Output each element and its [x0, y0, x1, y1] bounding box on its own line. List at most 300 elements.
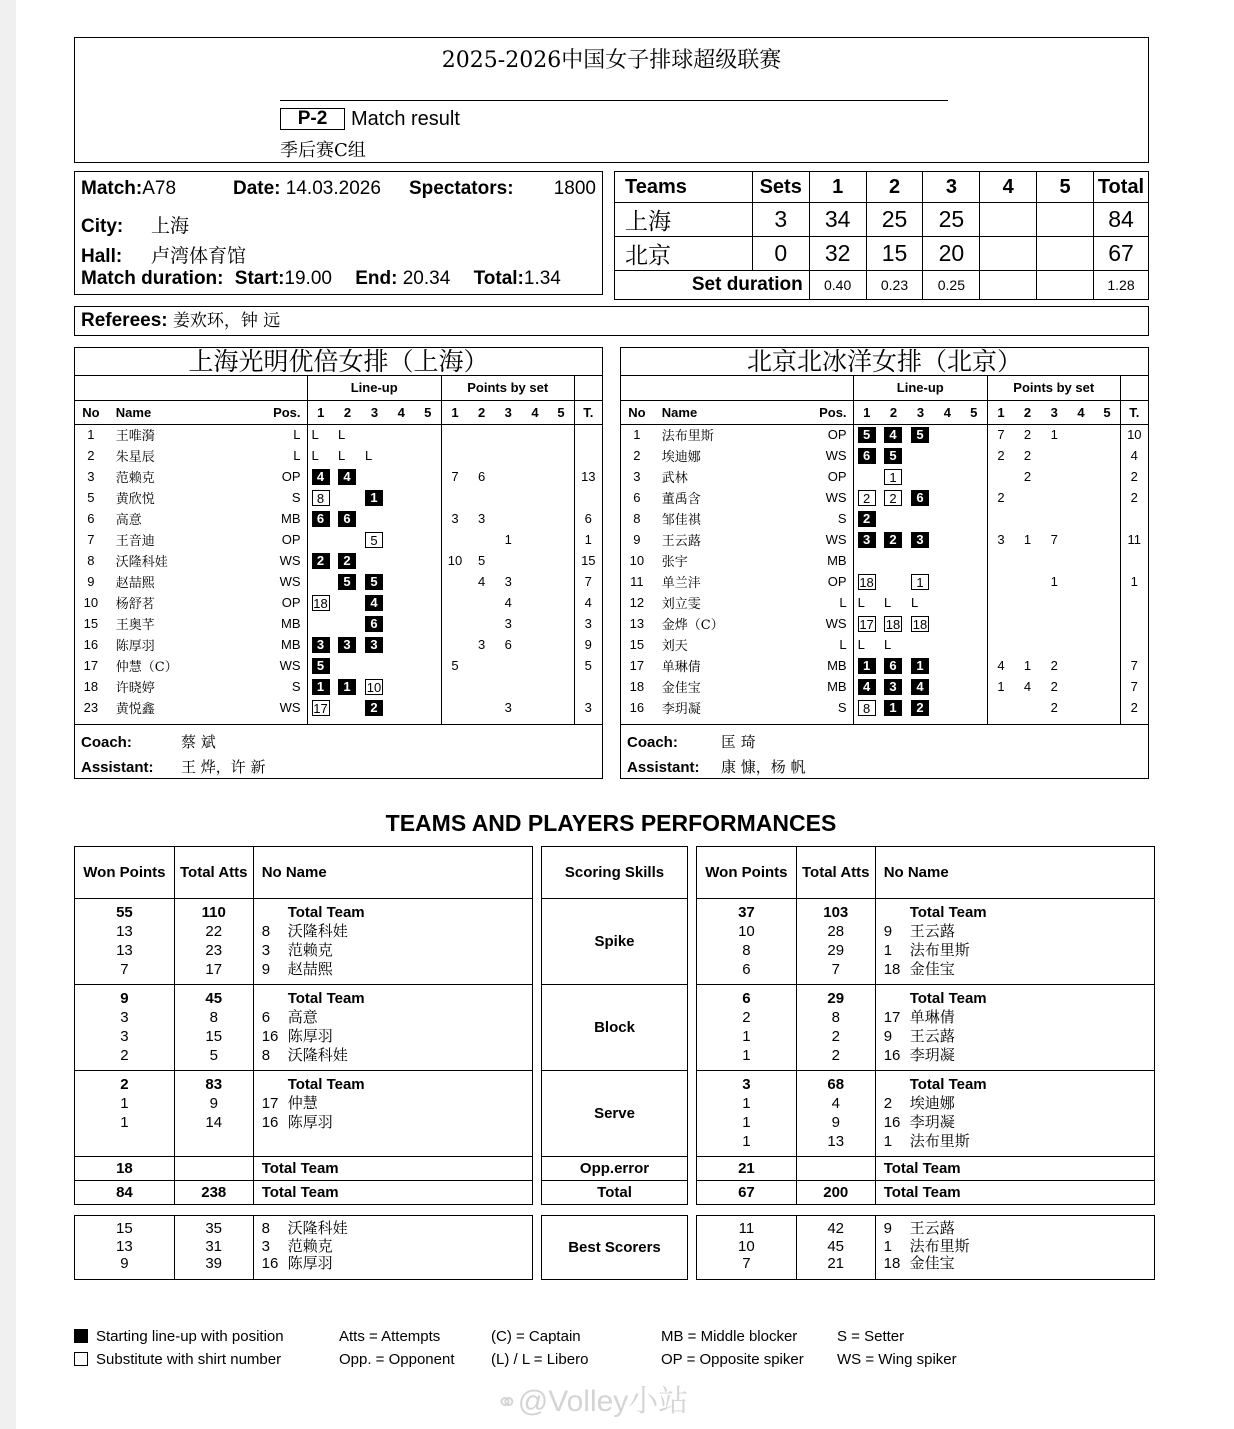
- team-b-roster: [620, 347, 1149, 779]
- lineup-cell: [388, 445, 415, 466]
- substitute-number: 18: [313, 595, 328, 611]
- total-header: T.: [1120, 400, 1148, 424]
- player-position: WS: [279, 574, 301, 589]
- total-atts-line: 17: [205, 961, 223, 978]
- match-info-box: [74, 171, 603, 295]
- player-position: OP: [827, 469, 847, 484]
- set-points: [548, 697, 574, 718]
- player-total: 11: [1120, 529, 1148, 550]
- set-points: [1014, 508, 1041, 529]
- set-points: [441, 613, 468, 634]
- hall-value: 卢湾体育馆: [151, 245, 247, 267]
- set-points: [441, 487, 468, 508]
- player-row: [75, 613, 602, 634]
- player-name-line: [262, 941, 524, 960]
- player-total: [1120, 634, 1148, 655]
- perf-player-name: Total Team: [909, 1076, 987, 1093]
- lineup-cell: [961, 571, 988, 592]
- perf-player-name: 王云蕗: [909, 922, 955, 940]
- best-scorers-row: [75, 1216, 533, 1280]
- lineup-cell: [853, 571, 880, 592]
- total-atts: [796, 899, 875, 985]
- player-name: 刘立雯: [661, 597, 701, 612]
- player-name-line: [884, 1027, 1146, 1046]
- lineup-cell: [388, 634, 415, 655]
- set-points: [441, 424, 468, 445]
- player-name-line: [262, 1075, 524, 1094]
- set-points: [468, 697, 495, 718]
- won-points-line: 3: [742, 1076, 751, 1093]
- lineup-cell: [961, 445, 988, 466]
- lineup-cell: [934, 571, 961, 592]
- lineup-cell: [934, 487, 961, 508]
- team-b-title: 北京北冰洋女排（北京）: [621, 348, 1148, 376]
- lineup-cell: [415, 676, 442, 697]
- lineup-cell: [334, 487, 361, 508]
- hall-line: [81, 241, 246, 268]
- set-points: [441, 592, 468, 613]
- score-header-set1: 1: [809, 172, 866, 203]
- lineup-cell: [307, 676, 334, 697]
- set-points: [548, 424, 574, 445]
- set-points: [1041, 613, 1068, 634]
- player-position: OP: [827, 574, 847, 589]
- set-points: [1094, 529, 1120, 550]
- set-duration-label: Set duration: [615, 271, 810, 300]
- set-points: 5: [441, 655, 468, 676]
- player-name: 刘天: [661, 639, 688, 654]
- date-line: [233, 178, 381, 200]
- player-total: [574, 424, 602, 445]
- player-number: 15: [83, 616, 99, 631]
- player-names: [875, 985, 1154, 1071]
- lineup-cell: [961, 466, 988, 487]
- total-atts-line: 29: [827, 990, 845, 1007]
- set-duration-cell: 0.25: [923, 271, 980, 300]
- best-atts-line: 21: [827, 1255, 845, 1272]
- player-number: 3: [87, 469, 95, 484]
- libero-mark: L: [338, 448, 346, 463]
- starting-position: 4: [338, 469, 356, 485]
- perf-player-name: 金佳宝: [909, 1254, 955, 1272]
- skill-name: Serve: [542, 1071, 688, 1157]
- player-name-line: [262, 1220, 524, 1238]
- player-row: [621, 508, 1148, 529]
- set-points: [1094, 550, 1120, 571]
- player-total: [574, 676, 602, 697]
- set-points: [1094, 613, 1120, 634]
- won-points-line: 13: [116, 923, 133, 940]
- starting-position: 3: [338, 637, 356, 653]
- substitute-number: 2: [858, 490, 876, 506]
- set-points: [548, 445, 574, 466]
- lineup-cell: [415, 634, 442, 655]
- set-points: 4: [987, 655, 1014, 676]
- player-name-line: [884, 922, 1146, 941]
- player-row: [621, 592, 1148, 613]
- best-atts-line: 39: [205, 1255, 223, 1272]
- lineup-cell: [907, 634, 934, 655]
- player-position: S: [837, 700, 847, 715]
- watermark: [496, 1376, 688, 1420]
- team-b-header-top: [621, 376, 1148, 400]
- set-points: 2: [1050, 700, 1058, 715]
- player-name-line: [884, 1113, 1146, 1132]
- player-position: MB: [827, 553, 847, 568]
- score-team-name: 上海: [615, 203, 753, 237]
- starting-position: 1: [858, 658, 876, 674]
- best-won-line: 11: [738, 1220, 755, 1237]
- player-position: MB: [827, 658, 847, 673]
- lineup-cell: [334, 445, 361, 466]
- player-number: 15: [629, 637, 645, 652]
- player-total: [574, 487, 602, 508]
- player-name: 王唯漪: [115, 429, 155, 445]
- won-points: [697, 985, 797, 1071]
- opp-won: 18: [75, 1157, 175, 1181]
- starting-position: 6: [338, 511, 356, 527]
- set-duration-cell: 0.40: [809, 271, 866, 300]
- lineup-cell: [307, 571, 334, 592]
- player-name-line: [262, 1255, 524, 1273]
- set-duration-cell: 1.28: [1093, 271, 1148, 300]
- score-header-teams: Teams: [615, 172, 753, 203]
- perf-player-name: Total Team: [287, 1076, 365, 1093]
- score-row-away: [615, 237, 1149, 271]
- set-points: [548, 592, 574, 613]
- won-points-line: 37: [738, 904, 755, 921]
- team-a-player-rows: [75, 424, 602, 724]
- substitute-number: 1: [911, 574, 929, 590]
- starting-position: 6: [911, 490, 929, 506]
- set-points: [522, 508, 549, 529]
- player-number: 17: [83, 658, 99, 673]
- set-points: [987, 592, 1014, 613]
- score-cell: 25: [923, 203, 980, 237]
- lineup-cell: [415, 592, 442, 613]
- team-a-table: [75, 376, 602, 724]
- player-total: 2: [1120, 466, 1148, 487]
- perf-player-name: 范赖克: [287, 941, 333, 959]
- doc-title: Match result: [351, 108, 460, 130]
- total-atts-line: 29: [827, 942, 845, 959]
- set-points: [1068, 508, 1095, 529]
- total-label: Total Team: [875, 1181, 1154, 1205]
- player-total: 7: [574, 571, 602, 592]
- team-b-best-scorers: [696, 1215, 1155, 1280]
- player-number: 23: [83, 700, 99, 715]
- lineup-cell: [907, 445, 934, 466]
- substitute-number: 2: [884, 490, 902, 506]
- score-cell: 34: [809, 203, 866, 237]
- set-points: [1041, 466, 1068, 487]
- player-number: 17: [629, 658, 645, 673]
- no-header: No: [621, 400, 653, 424]
- perf-player-number: 16: [883, 1114, 901, 1131]
- empty-square-icon: [74, 1352, 88, 1366]
- perf-player-name: 单琳倩: [909, 1008, 955, 1026]
- skill-label-row: [542, 1071, 688, 1157]
- lineup-cell: [307, 592, 334, 613]
- opp-atts: [796, 1157, 875, 1181]
- lineup-cell: [907, 529, 934, 550]
- player-row: [75, 550, 602, 571]
- lineup-cell: [361, 550, 388, 571]
- legend-substitute: [74, 1348, 284, 1371]
- starting-position: 4: [884, 427, 902, 443]
- lineup-cell: [934, 634, 961, 655]
- lineup-cell: [934, 550, 961, 571]
- starting-position: 2: [312, 553, 330, 569]
- set-points: [548, 676, 574, 697]
- lineup-cell: [334, 634, 361, 655]
- perf-header-row: [75, 847, 533, 899]
- skill-label-row: [542, 899, 688, 985]
- won-points-header: Won Points: [697, 847, 797, 899]
- set-points: [1014, 697, 1041, 718]
- page-margin: [0, 0, 16, 1429]
- no-header: No: [75, 400, 107, 424]
- set-header: 1: [441, 400, 468, 424]
- set-points: [548, 634, 574, 655]
- set-points: [1041, 508, 1068, 529]
- player-name: 高意: [115, 513, 142, 528]
- won-points: [75, 985, 175, 1071]
- starting-position: 4: [911, 679, 929, 695]
- player-name-line: [262, 1094, 524, 1113]
- won-points-header: Won Points: [75, 847, 175, 899]
- perf-player-name: 陈厚羽: [287, 1254, 333, 1272]
- set-points: [1094, 445, 1120, 466]
- lineup-cell: [361, 592, 388, 613]
- won-points-line: 2: [120, 1047, 129, 1064]
- player-row: [621, 424, 1148, 445]
- player-name: 法布里斯: [661, 429, 714, 445]
- set-points: [495, 676, 522, 697]
- lineup-cell: [934, 445, 961, 466]
- set-header: 2: [880, 400, 907, 424]
- player-number: 2: [87, 448, 95, 463]
- player-position: WS: [825, 616, 847, 631]
- lineup-cell: [388, 571, 415, 592]
- set-points: [441, 529, 468, 550]
- set-points: [468, 487, 495, 508]
- lineup-cell: [361, 571, 388, 592]
- player-row: [75, 571, 602, 592]
- lineup-cell: [388, 424, 415, 445]
- lineup-cell: [334, 466, 361, 487]
- player-number: 11: [630, 574, 644, 589]
- set-points: [522, 487, 549, 508]
- set-points: [1068, 676, 1095, 697]
- lineup-cell: [907, 487, 934, 508]
- pos-header: Pos.: [801, 400, 853, 424]
- set-points: [987, 634, 1014, 655]
- player-name-line: [262, 1113, 524, 1132]
- perf-player-number: 16: [261, 1114, 279, 1131]
- assistant-value: 王 烨，许 新: [181, 758, 266, 776]
- perf-player-number: 17: [261, 1095, 279, 1112]
- set-points: [1094, 697, 1120, 718]
- lineup-cell: [961, 655, 988, 676]
- match-value: A78: [142, 178, 177, 199]
- set-header: 5: [415, 400, 442, 424]
- libero-mark: L: [911, 595, 919, 610]
- match-line: [81, 178, 176, 200]
- lineup-cell: [853, 550, 880, 571]
- player-total: 10: [1120, 424, 1148, 445]
- player-total: 6: [574, 508, 602, 529]
- lineup-cell: [907, 550, 934, 571]
- lineup-cell: [934, 655, 961, 676]
- starting-position: 2: [858, 511, 876, 527]
- assistant-label: Assistant:: [627, 759, 700, 776]
- perf-player-name: 赵喆熙: [287, 960, 333, 978]
- lineup-cell: [853, 508, 880, 529]
- score-header-row: [615, 172, 1149, 203]
- perf-player-name: 王云蕗: [909, 1219, 955, 1237]
- set-points: 3: [441, 508, 468, 529]
- player-row: [621, 487, 1148, 508]
- set-header: 1: [307, 400, 334, 424]
- player-total: [574, 445, 602, 466]
- total-atts-line: 45: [205, 990, 223, 1007]
- set-points: [522, 634, 549, 655]
- lineup-cell: [388, 613, 415, 634]
- lineup-cell: [415, 445, 442, 466]
- starting-position: 5: [338, 574, 356, 590]
- points-header: Points by set: [441, 376, 574, 400]
- set-points: [1041, 445, 1068, 466]
- total-atts-line: 7: [831, 961, 840, 978]
- substitute-number: 18: [859, 574, 874, 590]
- perf-player-number: 9: [883, 923, 893, 940]
- player-position: S: [291, 490, 301, 505]
- player-number: 3: [633, 469, 641, 484]
- lineup-cell: [880, 487, 907, 508]
- set-header: 1: [987, 400, 1014, 424]
- lineup-cell: [307, 445, 334, 466]
- lineup-cell: [361, 634, 388, 655]
- opp-won: 21: [697, 1157, 797, 1181]
- total-value: 1.34: [523, 268, 561, 289]
- best-atts-line: 31: [205, 1237, 223, 1255]
- set-points: [1068, 571, 1095, 592]
- set-header: 2: [334, 400, 361, 424]
- total-atts: [796, 985, 875, 1071]
- player-position: L: [839, 637, 847, 652]
- set-header: 3: [1041, 400, 1068, 424]
- set-points: 3: [504, 700, 512, 715]
- lineup-cell: [361, 487, 388, 508]
- lineup-cell: [934, 529, 961, 550]
- libero-mark: L: [857, 595, 865, 610]
- player-row: [621, 655, 1148, 676]
- lineup-cell: [880, 634, 907, 655]
- player-total: 2: [1120, 487, 1148, 508]
- duration-label: Match duration:: [81, 268, 224, 289]
- lineup-cell: [907, 655, 934, 676]
- substitute-number: 1: [884, 469, 902, 485]
- lineup-cell: [361, 445, 388, 466]
- player-position: L: [293, 448, 301, 463]
- lineup-cell: [880, 424, 907, 445]
- lineup-cell: [334, 613, 361, 634]
- player-row: [621, 445, 1148, 466]
- score-cell: 20: [923, 237, 980, 271]
- set-points: [1068, 466, 1095, 487]
- player-name-line: [262, 989, 524, 1008]
- perf-player-name: 陈厚羽: [287, 1113, 333, 1131]
- lineup-cell: [415, 424, 442, 445]
- lineup-cell: [934, 466, 961, 487]
- player-name: 单琳倩: [661, 660, 701, 675]
- player-row: [621, 634, 1148, 655]
- starting-position: 1: [911, 658, 929, 674]
- skill-label-row: [542, 985, 688, 1071]
- player-number: 16: [83, 637, 99, 652]
- player-position: MB: [281, 511, 301, 526]
- set-points: [522, 466, 549, 487]
- spectators-value: 1800: [553, 178, 596, 199]
- legend-text: MB = Middle blocker: [661, 1328, 798, 1345]
- player-name: 范赖克: [115, 471, 155, 486]
- city-label: City:: [81, 216, 124, 237]
- total-atts-line: 103: [823, 904, 849, 921]
- lineup-cell: [415, 487, 442, 508]
- lineup-cell: [880, 508, 907, 529]
- set-header: 5: [961, 400, 988, 424]
- perf-player-number: 18: [883, 961, 901, 978]
- player-total: 5: [574, 655, 602, 676]
- set-points: [1094, 508, 1120, 529]
- lineup-cell: [334, 592, 361, 613]
- player-name: 朱星辰: [115, 450, 155, 465]
- set-points: [1014, 487, 1041, 508]
- won-points-line: 1: [120, 1095, 129, 1112]
- lineup-cell: [880, 697, 907, 718]
- player-position: WS: [279, 553, 301, 568]
- set-points: [468, 613, 495, 634]
- set-points: 7: [1050, 532, 1058, 547]
- lineup-cell: [853, 697, 880, 718]
- player-total: 3: [574, 613, 602, 634]
- libero-mark: L: [311, 448, 319, 463]
- player-position: OP: [281, 595, 301, 610]
- perf-player-name: 埃迪娜: [909, 1094, 955, 1112]
- set-points: 1: [1050, 574, 1058, 589]
- player-total: [1120, 508, 1148, 529]
- player-name: 金烨（C）: [661, 618, 724, 633]
- set-points: [1068, 634, 1095, 655]
- player-number: 18: [629, 679, 645, 694]
- match-label: Match:: [81, 178, 143, 199]
- set-points: [987, 508, 1014, 529]
- set-points: [1068, 697, 1095, 718]
- starting-position: 6: [884, 658, 902, 674]
- set-points: [522, 550, 549, 571]
- lineup-cell: [853, 613, 880, 634]
- weibo-icon: ⚭: [496, 1387, 518, 1417]
- total-atts: [796, 1071, 875, 1157]
- starting-position: 5: [365, 574, 383, 590]
- set-points: 6: [504, 637, 512, 652]
- set-points: [1068, 529, 1095, 550]
- score-header-set3: 3: [923, 172, 980, 203]
- lineup-cell: [307, 655, 334, 676]
- legend-col-4: [661, 1325, 804, 1371]
- perf-player-number: 16: [261, 1028, 279, 1045]
